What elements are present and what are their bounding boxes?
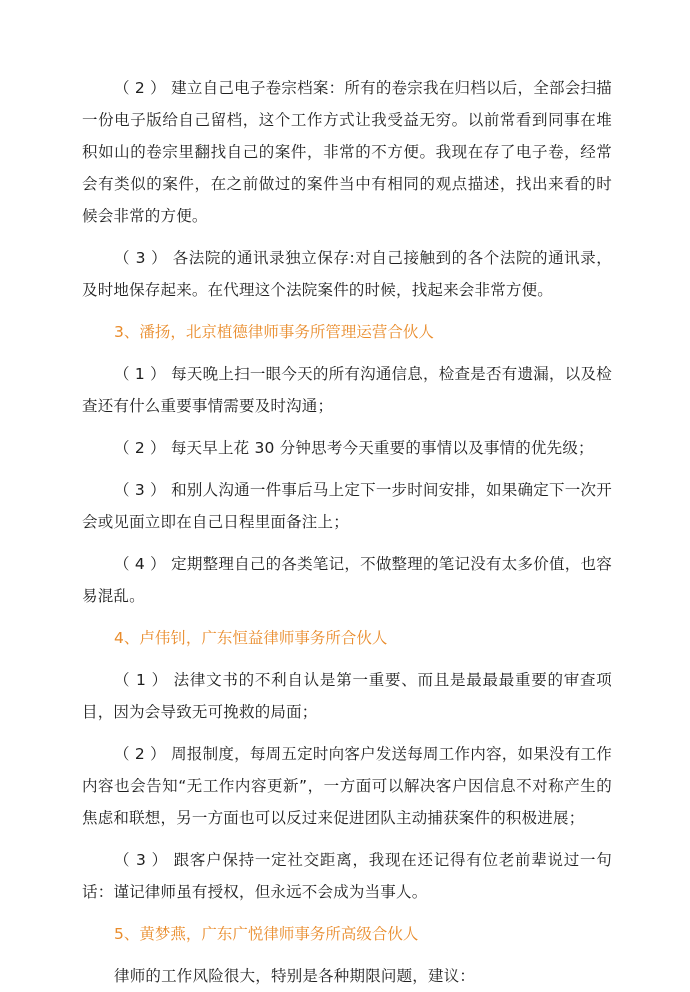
paragraph-court-contacts: （ 3 ） 各法院的通讯录独立保存:对自己接触到的各个法院的通讯录，及时地保存起来。在代理这个法院案件的时候，找起来会非常方便。 xyxy=(82,249,612,299)
paragraph-adverse-admission: （ 1 ） 法律文书的不利自认是第一重要、而且是最最最重要的审查项目，因为会导致无可挽救的局面； xyxy=(82,671,612,721)
paragraph-weekly-report: （ 2 ） 周报制度，每周五定时向客户发送每周工作内容，如果没有工作内容也会告知“无工作内容更新”，一方面可以解决客户因信息不对称产生的焦虑和联想，另一方面也可以反过来促进团队主动捕获案件的积极进展； xyxy=(82,745,612,827)
paragraph-social-distance: （ 3 ） 跟客户保持一定社交距离，我现在还记得有位老前辈说过一句话：谨记律师虽有授权，但永远不会成为当事人。 xyxy=(82,851,612,901)
paragraph-organize-notes: （ 4 ） 定期整理自己的各类笔记，不做整理的笔记没有太多价值，也容易混乱。 xyxy=(82,555,612,605)
paragraph-evening-review: （ 1 ） 每天晚上扫一眼今天的所有沟通信息，检查是否有遗漏，以及检查还有什么重要事情需要及时沟通； xyxy=(82,365,612,415)
section-heading-lu-weizhao: 4、卢伟钊，广东恒益律师事务所合伙人 xyxy=(114,629,388,647)
paragraph-schedule-next-step: （ 3 ） 和别人沟通一件事后马上定下一步时间安排，如果确定下一次开会或见面立即在自己日程里面备注上； xyxy=(82,481,612,531)
section-heading-pan-yang: 3、潘扬，北京植德律师事务所管理运营合伙人 xyxy=(114,323,434,341)
paragraph-morning-priorities: （ 2 ） 每天早上花 30 分钟思考今天重要的事情以及事情的优先级； xyxy=(114,439,594,457)
paragraph-risk-advice: 律师的工作风险很大，特别是各种期限问题，建议： xyxy=(114,967,476,985)
document-body xyxy=(82,72,612,992)
section-heading-huang-mengyan: 5、黄梦燕，广东广悦律师事务所高级合伙人 xyxy=(114,925,419,943)
paragraph-electronic-archive: （ 2 ） 建立自己电子卷宗档案：所有的卷宗我在归档以后，全部会扫描一份电子版给自己留档，这个工作方式让我受益无穷。以前常看到同事在堆积如山的卷宗里翻找自己的案件，非常的不方便。我现在存了电子卷，经常会有类似的案件，在之前做过的案件当中有相同的观点描述，找出来看的时候会非常的方便。 xyxy=(82,79,612,225)
